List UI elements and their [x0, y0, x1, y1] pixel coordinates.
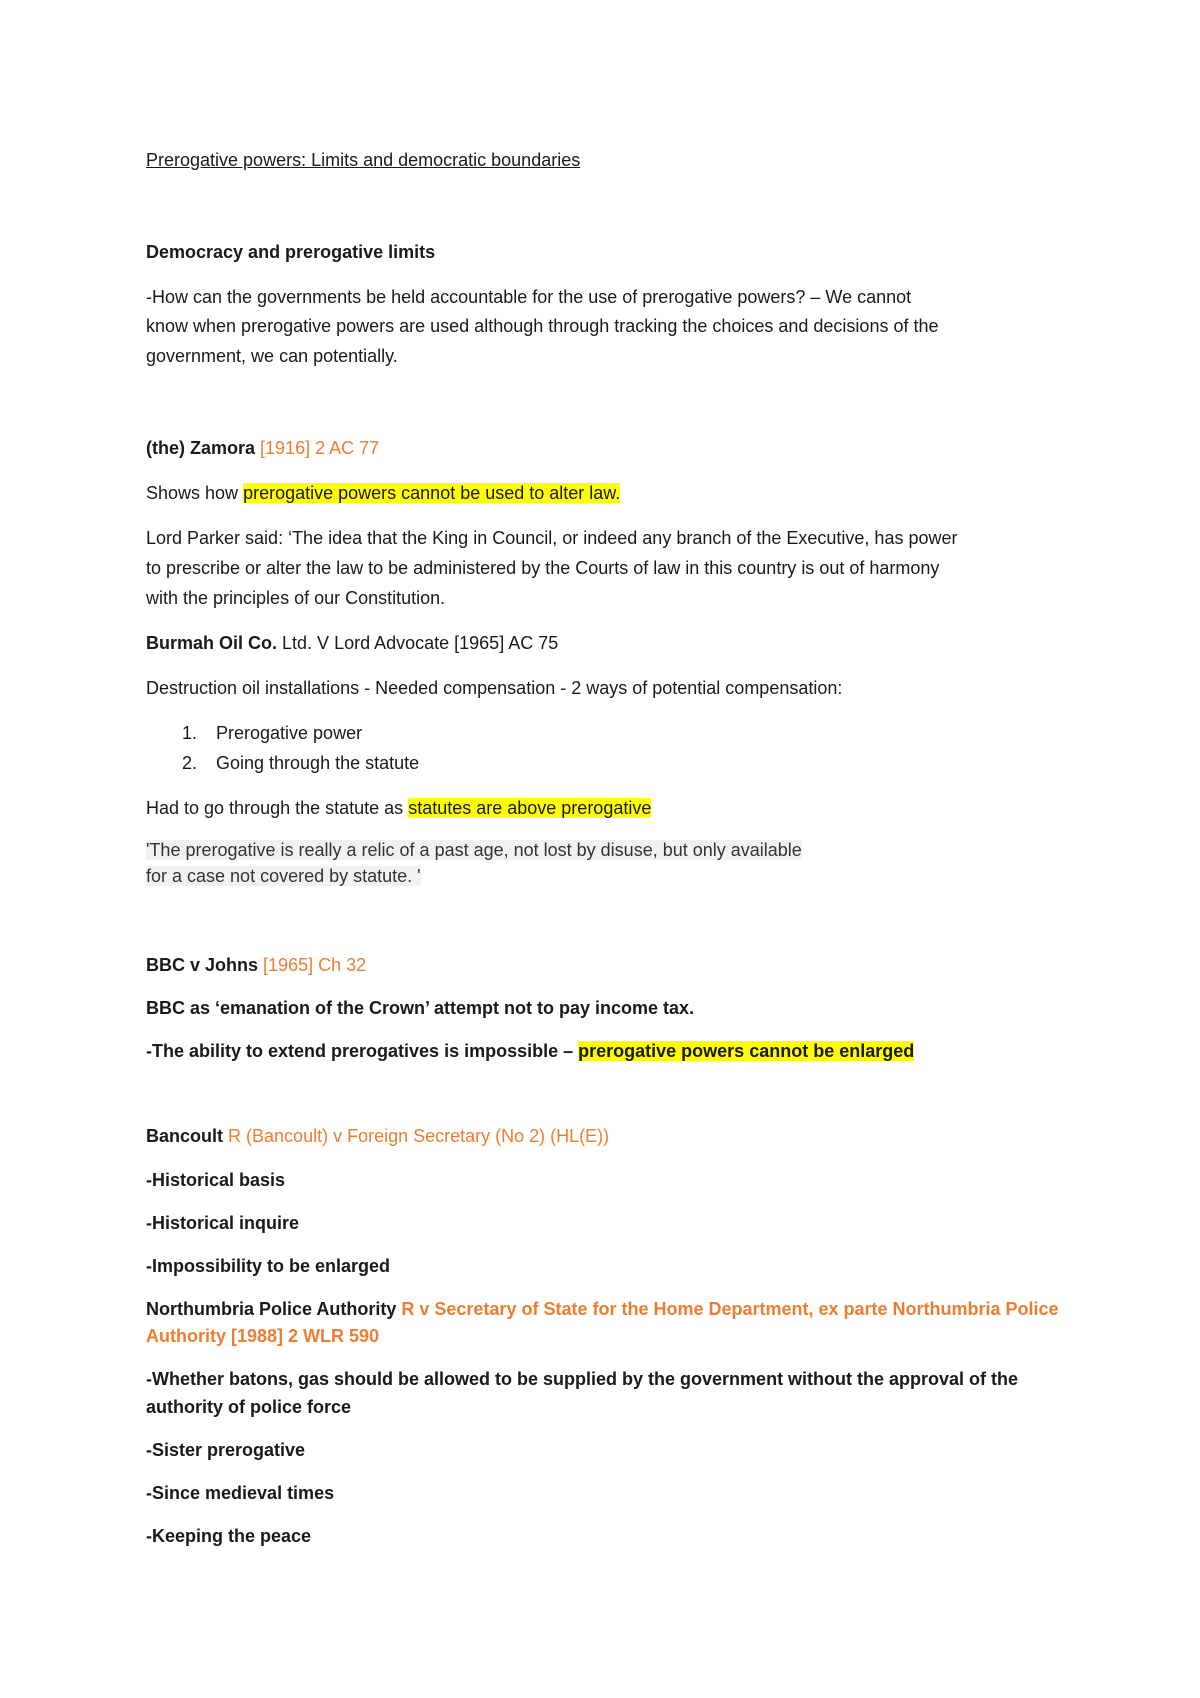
paragraph-line: government, we can potentially.	[146, 346, 398, 366]
quote-line: 'The prerogative is really a relic of a past age, not lost by disuse, but only available	[146, 840, 802, 860]
case-name: Bancoult	[146, 1126, 224, 1146]
case-name: Northumbria Police Authority	[146, 1299, 397, 1319]
case-name-rest: Ltd. V Lord Advocate [1965] AC 75	[282, 633, 559, 653]
page-title: Prerogative powers: Limits and democratic boundaries	[146, 150, 581, 170]
case-name: BBC v Johns	[146, 955, 259, 975]
list-item: 2. Going through the statute	[146, 751, 419, 775]
highlighted-text: statutes are above prerogative	[408, 798, 652, 818]
paragraph-line: with the principles of our Constitution.	[146, 588, 446, 608]
case-heading-burmah	[146, 631, 558, 655]
bullet-line: -Since medieval times	[146, 1483, 335, 1503]
paragraph-line: BBC as ‘emanation of the Crown’ attempt not to pay income tax.	[146, 998, 695, 1018]
paragraph-line: -How can the governments be held accountable for the use of prerogative powers? – We cannot	[146, 287, 912, 307]
list-number: 1.	[182, 723, 198, 743]
bullet-line: -Historical basis	[146, 1170, 286, 1190]
bullet-line: -Impossibility to be enlarged	[146, 1256, 391, 1276]
section-heading-democracy: Democracy and prerogative limits	[146, 242, 436, 262]
case-citation: [1916] 2 AC 77	[260, 438, 380, 458]
case-name: (the) Zamora	[146, 438, 256, 458]
case-heading-bbc	[146, 953, 366, 977]
bullet-line: -Sister prerogative	[146, 1440, 306, 1460]
paragraph-line: authority of police force	[146, 1397, 352, 1417]
case-citation: [1965] Ch 32	[263, 955, 367, 975]
highlighted-text: prerogative powers cannot be used to alter law.	[243, 483, 621, 503]
paragraph-line: -Whether batons, gas should be allowed to be supplied by the government without the approval of the	[146, 1369, 1019, 1389]
paragraph-line: Shows how prerogative powers cannot be used to alter law.	[146, 483, 621, 503]
quote-line: for a case not covered by statute. '	[146, 866, 421, 886]
case-citation: R v Secretary of State for the Home Department, ex parte Northumbria Police	[401, 1299, 1059, 1319]
case-name: Burmah Oil Co.	[146, 633, 278, 653]
case-citation: R (Bancoult) v Foreign Secretary (No 2) (HL(E))	[228, 1126, 610, 1146]
highlighted-text: prerogative powers cannot be enlarged	[578, 1041, 915, 1061]
paragraph-line: -The ability to extend prerogatives is impossible – prerogative powers cannot be enlarged	[146, 1041, 915, 1061]
list-number: 2.	[182, 753, 198, 773]
case-citation-continued: Authority [1988] 2 WLR 590	[146, 1326, 380, 1346]
paragraph-line: Destruction oil installations - Needed compensation - 2 ways of potential compensation:	[146, 678, 843, 698]
paragraph-line: to prescribe or alter the law to be administered by the Courts of law in this country is out of harmony	[146, 558, 940, 578]
bullet-line: -Historical inquire	[146, 1213, 300, 1233]
case-heading-northumbria	[146, 1297, 1059, 1321]
bullet-line: -Keeping the peace	[146, 1526, 312, 1546]
list-item: 1. Prerogative power	[146, 721, 362, 745]
paragraph-line: Had to go through the statute as statutes are above prerogative	[146, 798, 652, 818]
paragraph-line: know when prerogative powers are used although through tracking the choices and decisions of the	[146, 316, 939, 336]
paragraph-line: Lord Parker said: ‘The idea that the King in Council, or indeed any branch of the Executive, has power	[146, 528, 958, 548]
case-heading-bancoult	[146, 1124, 609, 1148]
case-heading-zamora	[146, 436, 379, 460]
